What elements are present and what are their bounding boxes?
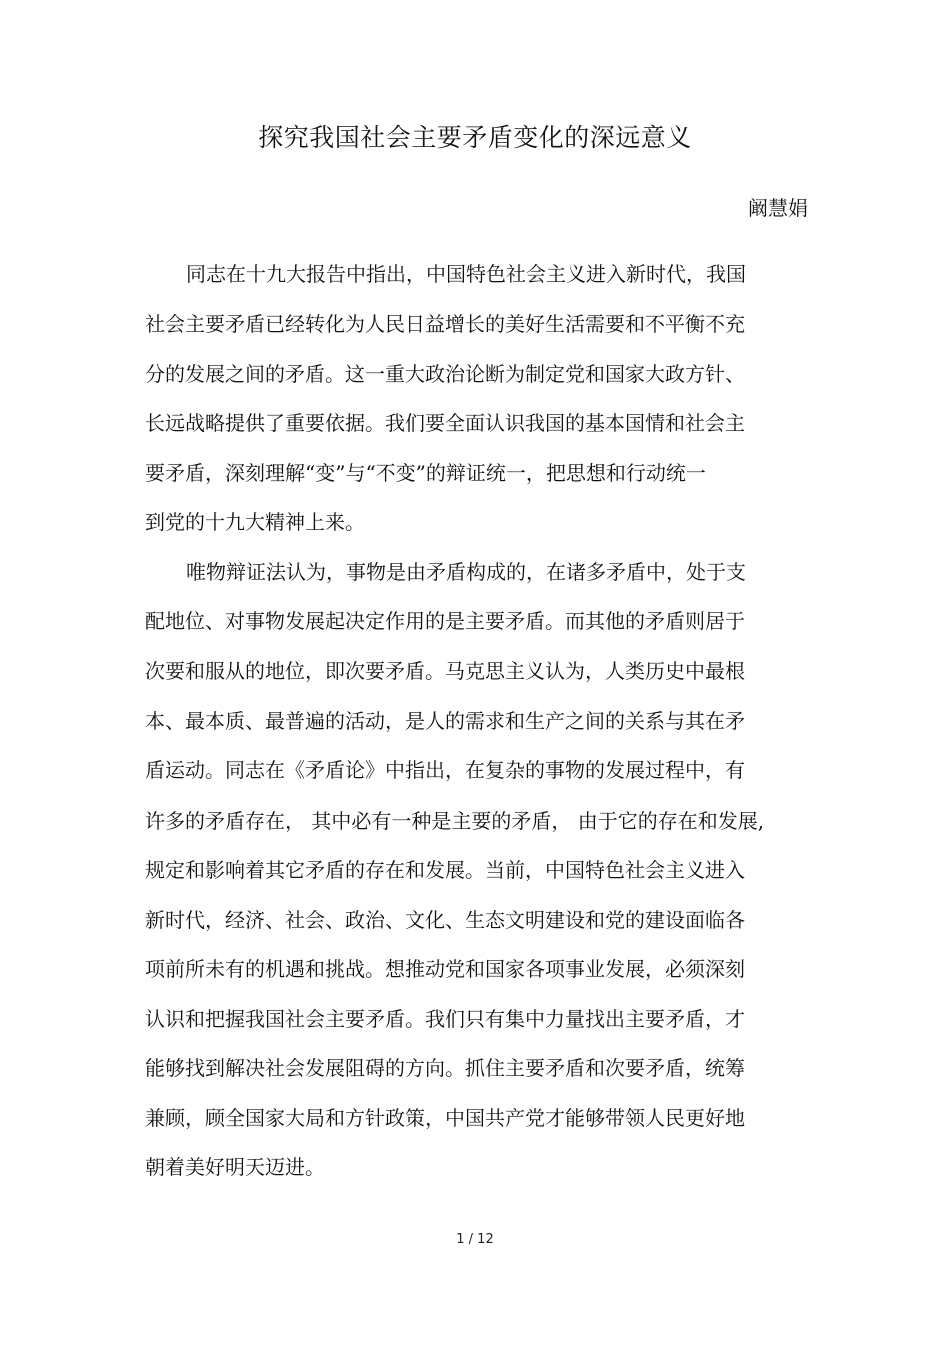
paragraph-line: 兼顾，顾全国家大局和方针政策，中国共产党才能够带领人民更好地 [145,1106,745,1130]
document-title: 探究我国社会主要矛盾变化的深远意义 [258,123,692,152]
paragraph-line: 盾运动。同志在《矛盾论》中指出，在复杂的事物的发展过程中，有 [145,758,745,782]
paragraph-line: 要矛盾，深刻理解“变”与“不变”的辩证统一，把思想和行动统一 [145,461,706,485]
paragraph-line: 次要和服从的地位，即次要矛盾。马克思主义认为，人类历史中最根 [145,659,745,683]
paragraph-line: 新时代，经济、社会、政治、文化、生态文明建设和党的建设面临各 [145,908,745,932]
paragraph-line: 分的发展之间的矛盾。这一重大政治论断为制定党和国家大政方针、 [145,362,745,386]
paragraph-line: 配地位、对事物发展起决定作用的是主要矛盾。而其他的矛盾则居于 [145,609,745,633]
author-name: 阚慧娟 [748,196,808,220]
paragraph-line: 本、最本质、最普遍的活动，是人的需求和生产之间的关系与其在矛 [145,709,745,733]
paragraph-line: 唯物辩证法认为，事物是由矛盾构成的，在诸多矛盾中，处于支 [186,560,746,584]
paragraph-line: 长远战略提供了重要依据。我们要全面认识我国的基本国情和社会主 [145,411,745,435]
paragraph-line: 规定和影响着其它矛盾的存在和发展。当前，中国特色社会主义进入 [145,858,745,882]
page-number: 1 / 12 [456,1232,494,1247]
paragraph-line: 项前所未有的机遇和挑战。想推动党和国家各项事业发展，必须深刻 [145,957,745,981]
paragraph-line: 能够找到解决社会发展阻碍的方向。抓住主要矛盾和次要矛盾，统筹 [145,1056,745,1080]
paragraph-line: 许多的矛盾存在， 其中必有一种是主要的矛盾， 由于它的存在和发展, [145,809,765,833]
paragraph-line: 社会主要矛盾已经转化为人民日益增长的美好生活需要和不平衡不充 [145,312,745,336]
paragraph-line: 认识和把握我国社会主要矛盾。我们只有集中力量找出主要矛盾，才 [145,1007,745,1031]
paragraph-line: 朝着美好明天迈进。 [145,1155,325,1179]
paragraph-line: 到党的十九大精神上来。 [145,510,365,534]
paragraph-line: 同志在十九大报告中指出，中国特色社会主义进入新时代，我国 [186,262,746,286]
